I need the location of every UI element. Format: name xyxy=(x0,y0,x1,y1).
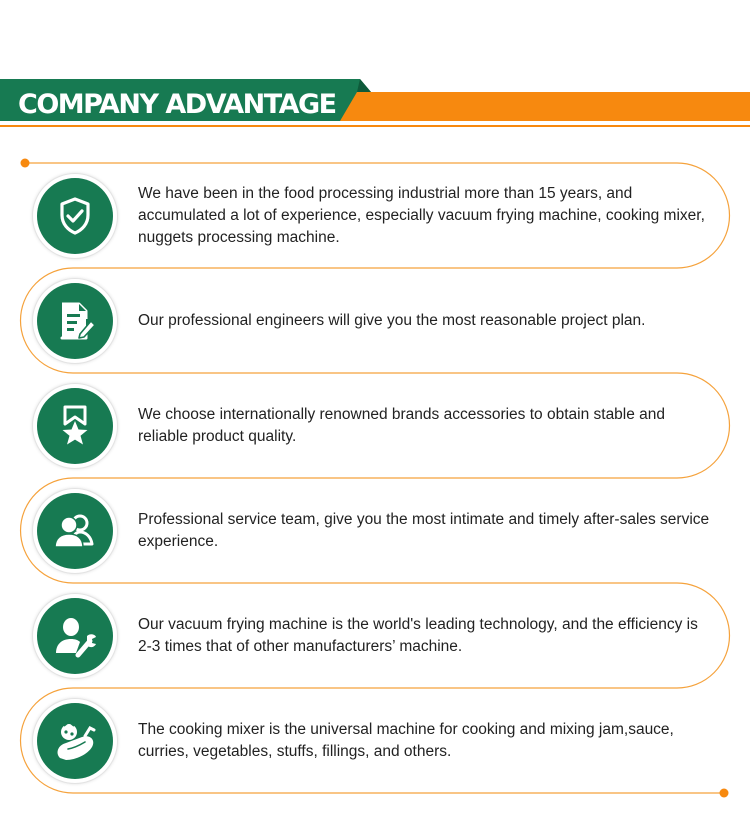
advantage-text: We have been in the food processing industrial more than 15 years, and accumulated a lot of experience, especially vacuum frying machine, cooking mixer, nuggets processing machine. xyxy=(138,185,705,246)
users-icon xyxy=(51,509,99,553)
advantage-text: Professional service team, give you the most intimate and timely after-sales service experience. xyxy=(138,511,710,550)
advantage-text: Our vacuum frying machine is the world's leading technology, and the efficiency is 2-3 times that of other manufacturers’ machine. xyxy=(138,616,698,655)
advantage-item-service xyxy=(0,478,750,583)
advantage-item-quality xyxy=(0,373,750,478)
vegetables-icon xyxy=(52,718,98,764)
advantage-text: We choose internationally renowned brands accessories to obtain stable and reliable product quality. xyxy=(138,406,666,445)
shield-check-icon xyxy=(54,195,96,237)
ribbon-star-icon xyxy=(53,404,97,448)
advantage-text: Our professional engineers will give you the most reasonable project plan. xyxy=(138,312,646,329)
advantage-item-technology xyxy=(0,583,750,688)
advantage-item-experience xyxy=(0,163,750,268)
document-edit-icon xyxy=(53,299,97,343)
engineer-wrench-icon xyxy=(52,613,98,659)
section-title: COMPANY ADVANTAGE xyxy=(18,89,336,120)
advantage-item-cooking-mixer xyxy=(0,688,750,793)
advantage-item-engineers xyxy=(0,268,750,373)
section-header-banner xyxy=(0,79,750,129)
advantage-text: The cooking mixer is the universal machine for cooking and mixing jam,sauce, curries, vegetables, stuffs, fillings, and others. xyxy=(138,721,674,760)
